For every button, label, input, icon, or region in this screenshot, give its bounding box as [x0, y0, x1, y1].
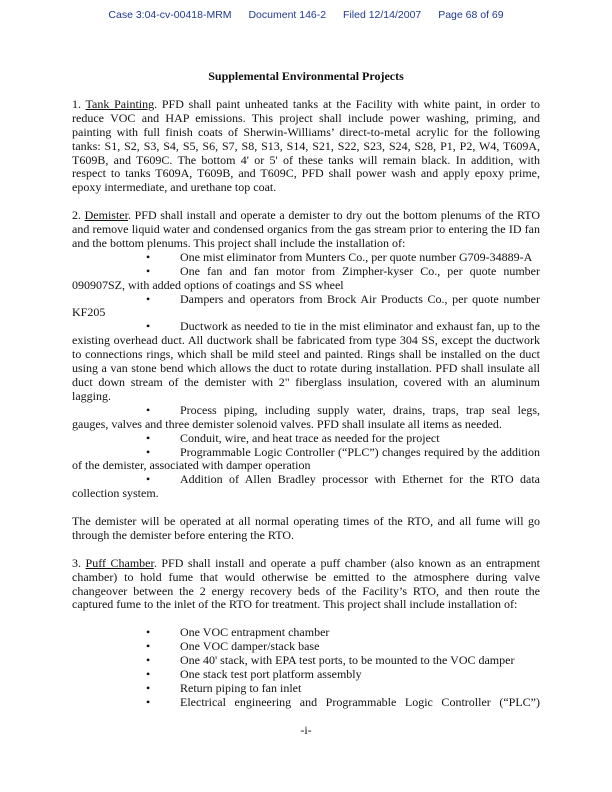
document-body: [72, 70, 540, 710]
document-number: Document 146-2: [248, 9, 327, 21]
case-header: [0, 9, 612, 21]
bullet-icon: •: [146, 694, 151, 709]
list-item: • One VOC entrapment chamber: [146, 625, 330, 640]
section-heading: Demister: [84, 208, 128, 223]
section-heading: Tank Painting: [85, 96, 155, 111]
bullet-icon: •: [146, 653, 151, 668]
bullet-icon: •: [146, 680, 151, 695]
bullet-icon: •: [146, 319, 151, 334]
section-tank-painting: 1. Tank Painting. PFD shall paint unheated tanks at the Facility with white paint, in order to reduce VOC and HAP emissions. This project shall include power washing, priming, and painting with full finish coats of Sherwin-Williams’ direct-to-metal acrylic for the following tanks: S1, S2, S3, S4, S5, S6, S7, S8, S13, S14, S21, S22, S23, S24, S28, P1, P2, W4, T609A, T609B, and T609C. The bottom 4' or 5' of these tanks will remain black. In addition, with respect to tanks T609A, T609B, and T609C, PFD shall power wash and apply epoxy prime, epoxy intermediate, and urethane top coat.: [72, 96, 540, 195]
list-item: • One VOC damper/stack base: [146, 639, 320, 654]
list-item: • Programmable Logic Controller (“PLC”) changes required by the addition of the demister, associated with damper operation: [72, 444, 540, 473]
bullet-icon: •: [146, 472, 151, 487]
demister-list: [72, 251, 540, 501]
list-item: • One mist eliminator from Munters Co., per quote number G709-34889-A: [146, 249, 533, 264]
bullet-icon: •: [146, 249, 151, 264]
bullet-icon: •: [146, 444, 151, 459]
list-item: • Dampers and operators from Brock Air Products Co., per quote number KF205: [72, 291, 540, 320]
list-item: • Process piping, including supply water, drains, traps, trap seal legs, gauges, valves and three demister solenoid valves. PFD shall insulate all items as needed.: [72, 402, 540, 431]
bullet-icon: •: [146, 667, 151, 681]
page-title: Supplemental Environmental Projects: [208, 69, 404, 83]
section-heading: Puff Chamber: [85, 555, 154, 570]
demister-closing: The demister will be operated at all normal operating times of the RTO, and all fume will go through the demister before entering the RTO.: [72, 514, 540, 542]
list-item: • One stack test port platform assembly: [146, 667, 362, 681]
page-indicator: Page 68 of 69: [438, 9, 504, 21]
bullet-icon: •: [146, 625, 151, 640]
puff-chamber-list: [72, 626, 540, 709]
section-demister: 2. Demister. PFD shall install and operate a demister to dry out the bottom plenums of the RTO and remove liquid water and condensed organics from the gas stream prior to entering the ID fan and the bottom plenums. This project shall include the installation of:: [72, 208, 541, 250]
list-item: • One fan and fan motor from Zimpher-kyser Co., per quote number 090907SZ, with added options of coatings and SS wheel: [72, 263, 540, 292]
list-item: • Conduit, wire, and heat trace as needed for the project: [146, 430, 440, 445]
case-number: Case 3:04-cv-00418-MRM: [108, 9, 232, 21]
list-item: • Ductwork as needed to tie in the mist eliminator and exhaust fan, up to the existing overhead duct. All ductwork shall be fabricated from type 304 SS, except the ductwork to connections rings, which shall be mild steel and painted. Rings shall be installed on the duct using a van stone bend which allows the duct to rotate during installation. PFD shall insulate all duct down stream of the demister with 2" fiberglass insulation, covered with an aluminum lagging.: [72, 319, 540, 403]
bullet-icon: •: [146, 639, 151, 654]
filed-date: Filed 12/14/2007: [343, 9, 422, 21]
page-number-footer: -i-: [300, 723, 312, 737]
list-item: • One 40' stack, with EPA test ports, to be mounted to the VOC damper: [146, 653, 515, 668]
list-item: • Addition of Allen Bradley processor with Ethernet for the RTO data collection system.: [72, 472, 540, 501]
bullet-icon: •: [146, 263, 151, 278]
bullet-icon: •: [146, 402, 151, 417]
section-puff-chamber: 3. Puff Chamber. PFD shall install and operate a puff chamber (also known as an entrapment chamber) to hold fume that would otherwise be emitted to the atmosphere during valve changeover between the 2 energy recovery beds of the Facility’s RTO, and then route the captured fume to the inlet of the RTO for treatment. This project shall include installation of:: [72, 555, 541, 612]
list-item: • Return piping to fan inlet: [146, 680, 302, 695]
list-item: • Electrical engineering and Programmable Logic Controller (“PLC”): [146, 694, 540, 709]
bullet-icon: •: [146, 291, 151, 306]
bullet-icon: •: [146, 430, 151, 445]
